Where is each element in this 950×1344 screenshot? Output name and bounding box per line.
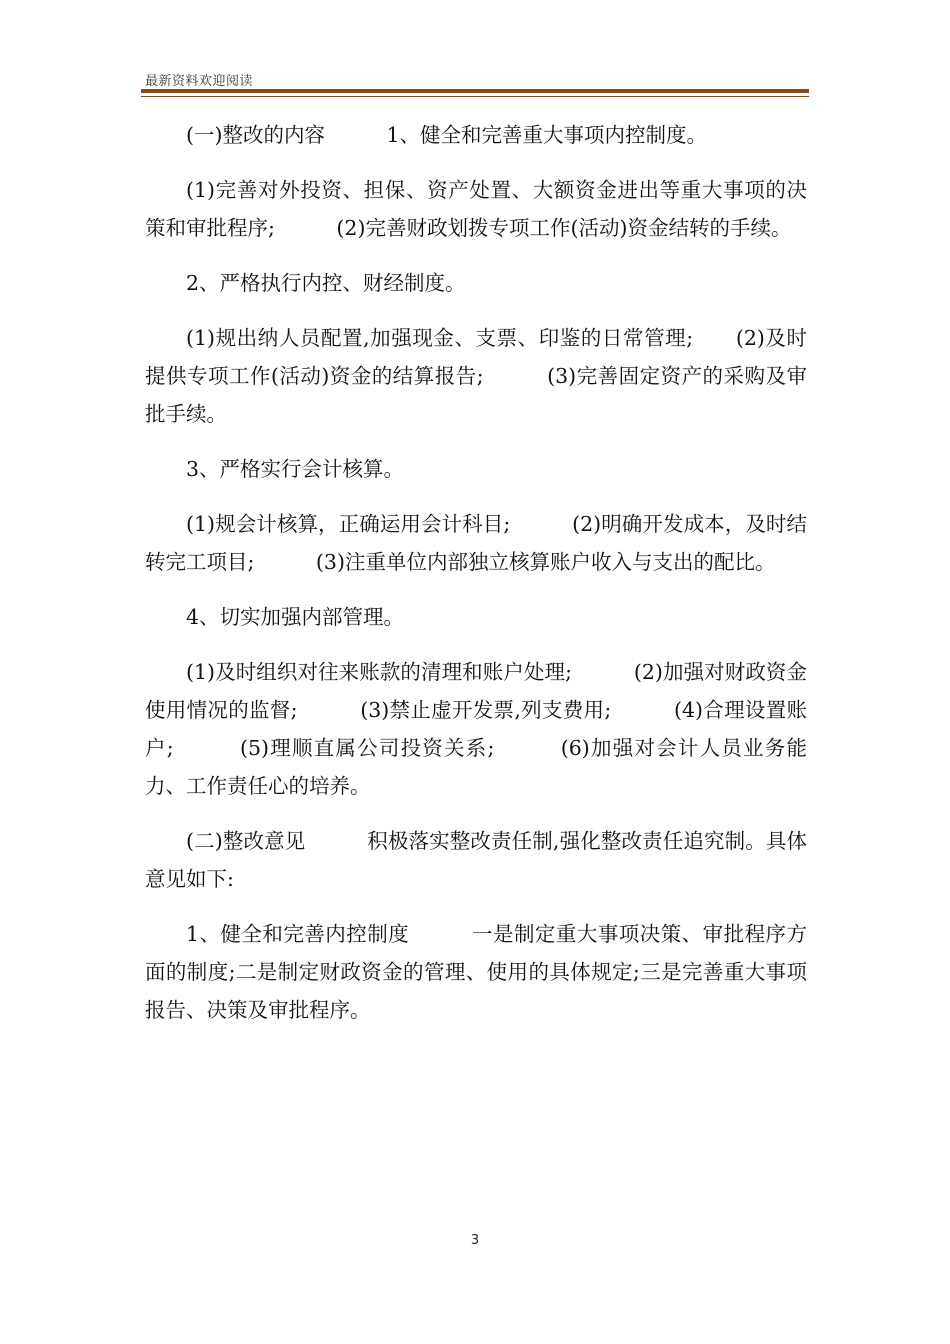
paragraph-10: 1、健全和完善内控制度 一是制定重大事项决策、审批程序方面的制度;二是制定财政资金的管理、使用的具体规定;三是完善重大事项报告、决策及审批程序。 xyxy=(145,922,807,1022)
header-rule-thick xyxy=(141,89,809,93)
paragraph-5: 3、严格实行会计核算。 xyxy=(186,457,405,481)
paragraph-1: (一)整改的内容 1、健全和完善重大事项内控制度。 xyxy=(186,123,708,147)
document-body xyxy=(145,116,807,1046)
paragraph-4: (1)规出纳人员配置,加强现金、支票、印鉴的日常管理; (2)及时提供专项工作(活动)资金的结算报告; (3)完善固定资产的采购及审批手续。 xyxy=(145,326,807,426)
header-rule-thin xyxy=(141,96,809,97)
paragraph-9: (二)整改意见 积极落实整改责任制,强化整改责任追究制。具体意见如下: xyxy=(145,829,807,891)
paragraph-8: (1)及时组织对往来账款的清理和账户处理; (2)加强对财政资金使用情况的监督; (3)禁止虚开发票,列支费用; (4)合理设置账户; (5)理顺直属公司投资关系; (6)加强对会计人员业务能力、工作责任心的培养。 xyxy=(145,660,807,798)
paragraph-2: (1)完善对外投资、担保、资产处置、大额资金进出等重大事项的决策和审批程序; (2)完善财政划拨专项工作(活动)资金结转的手续。 xyxy=(145,178,807,240)
page-number: 3 xyxy=(470,1233,480,1248)
paragraph-3: 2、严格执行内控、财经制度。 xyxy=(186,271,466,295)
paragraph-6: (1)规会计核算，正确运用会计科目; (2)明确开发成本，及时结转完工项目; (3)注重单位内部独立核算账户收入与支出的配比。 xyxy=(145,512,807,574)
paragraph-7: 4、切实加强内部管理。 xyxy=(186,605,405,629)
page-header: 最新资料欢迎阅读 xyxy=(145,74,254,89)
